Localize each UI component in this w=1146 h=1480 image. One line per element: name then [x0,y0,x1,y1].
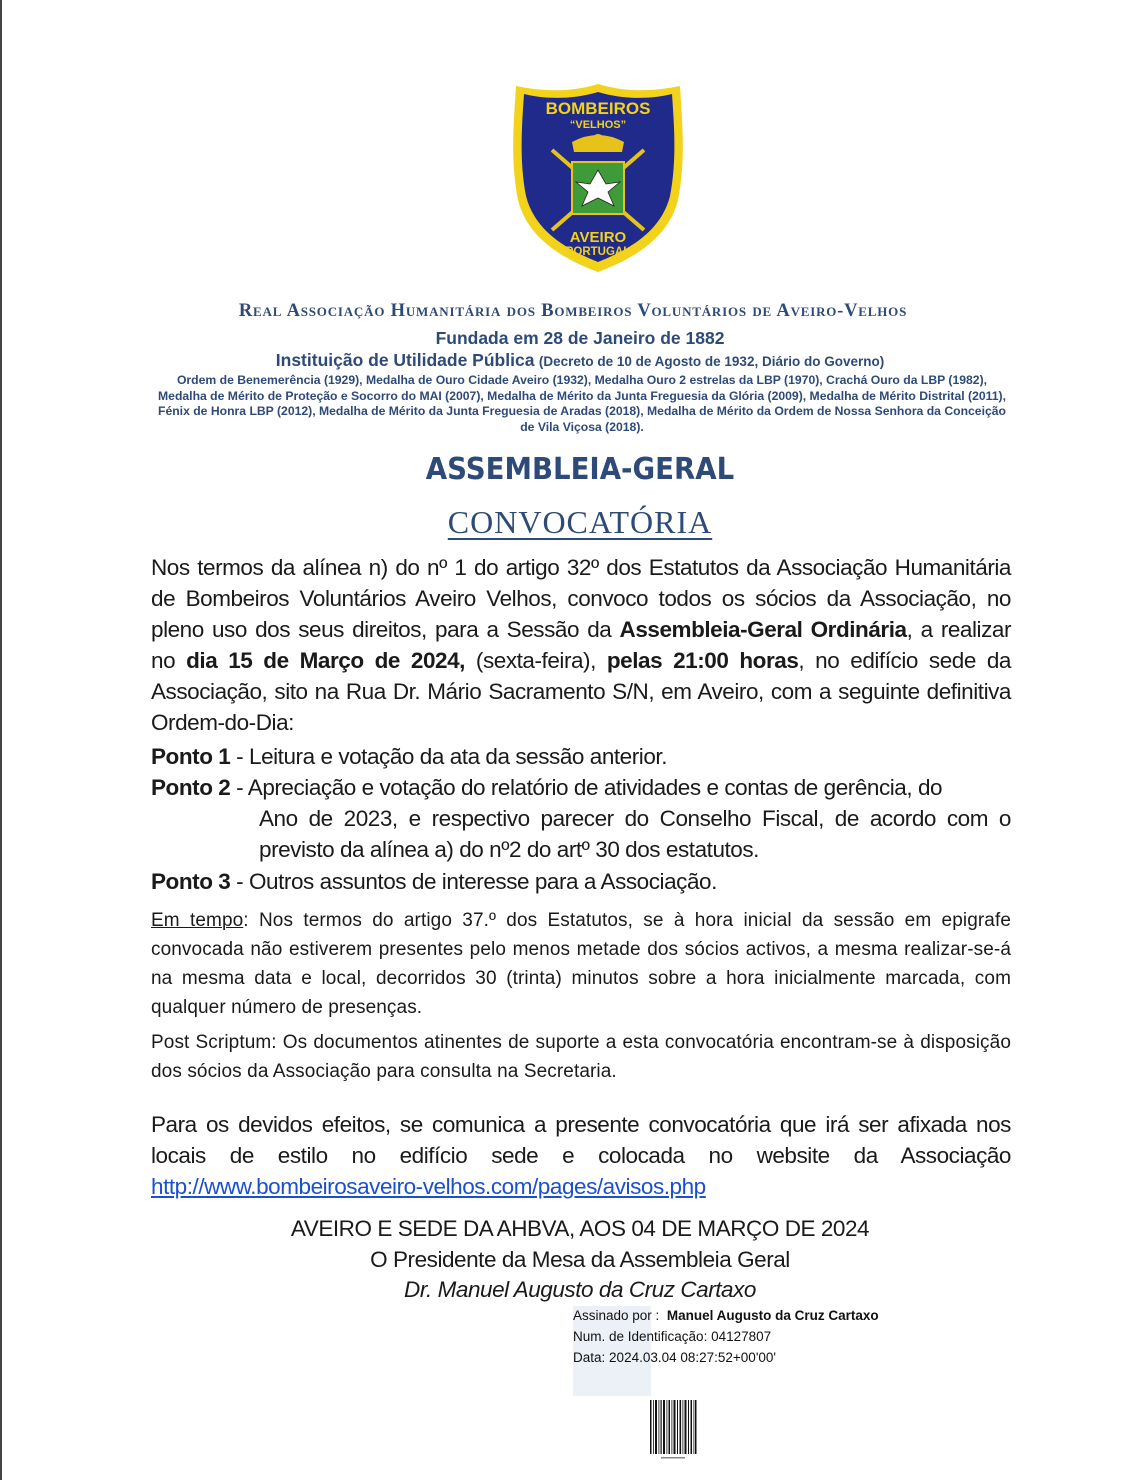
location-text: , no edifício sede da Associação, sito na Rua Dr. Mário Sacramento S/N, em Aveiro, com a seguinte definitiva Ordem-do-Dia: [151,648,1011,735]
logo-country-text: PORTUGAL [565,246,631,258]
signed-by-value: Manuel Augusto da Cruz Cartaxo [666,1308,879,1323]
agenda-label: Ponto 1 [151,744,231,769]
agenda-item-3 [151,866,1011,897]
barcode-image [649,1398,697,1462]
signatory-name: Dr. Manuel Augusto da Cruz Cartaxo [404,1277,756,1302]
connector-2: (sexta-feira), [464,648,607,673]
logo-top-text: BOMBEIROS [545,99,651,118]
subtitle-text: CONVOCATÓRIA [447,504,713,540]
em-tempo-label: Em tempo [151,910,244,931]
place-date-line: AVEIRO E SEDE DA AHBVA, AOS 04 DE MARÇO DE 2024 [290,1216,870,1241]
organization-name: Real Associação Humanitária dos Bombeiros Voluntários de Aveiro-Velhos [238,301,908,321]
signatory-role: O Presidente da Mesa da Assembleia Geral [370,1247,790,1272]
website-link[interactable]: http://www.bombeirosaveiro-velhos.com/pages/avisos.php [151,1174,706,1199]
fire-brigade-logo [510,80,686,276]
signed-by-label: Assinado por : [573,1308,660,1323]
agenda-text: - Outros assuntos de interesse para a Associação. [230,869,717,894]
em-tempo-note [151,906,1011,1022]
publication-paragraph [151,1109,1011,1202]
agenda-item-2-continuation: Ano de 2023, e respectivo parecer do Conselho Fiscal, de acordo com o previsto da alínea a) do nº2 do artº 30 dos estatutos. [259,806,1011,862]
connector-1: , a realizar no [151,617,1011,673]
agenda-item-1 [151,741,1011,772]
honors-list: Ordem de Benemerência (1929), Medalha de Ouro Cidade Aveiro (1932), Medalha Ouro 2 estrelas da LBP (1970), Crachá Ouro da LBP (1982), Medalha de Mérito de Proteção e Socorro do MAI (2007), Medalha de Mérito da Junta Freguesia da Glória (2009), Medalha de Mérito Distrital (2011), Fénix de Honra LBP (2012), Medalha de Mérito da Junta Freguesia de Aradas (2018), Medalha de Mérito da Ordem de Nossa Senhora da Conceição de Vila Viçosa (2018). [158,373,1006,434]
document-subtitle [0,504,1146,541]
public-utility-line [0,350,1146,371]
agenda-label: Ponto 3 [151,869,231,894]
agenda-text: - Apreciação e votação do relatório de atividades e contas de gerência, do [230,775,943,800]
document-title: ASSEMBLEIA-GERAL [425,452,735,487]
signed-by-line [573,1305,913,1326]
date-line [573,1347,913,1368]
logo-sub-text: “VELHOS” [569,119,627,131]
publication-text: Para os devidos efeitos, se comunica a presente convocatória que irá ser afixada nos locais de estilo no edifício sede e colocada no website da Associação [151,1112,1011,1168]
utility-main: Instituição de Utilidade Pública [275,350,535,370]
agenda-label: Ponto 2 [151,775,231,800]
em-tempo-text: : Nos termos do artigo 37.º dos Estatutos, se à hora inicial da sessão em epigrafe convocada não estiverem presentes pelo menos metade dos sócios activos, a mesma realizar-se-á na mesma data e local, decorridos 30 (trinta) minutos sobre a hora inicialmente marcada, com qualquer número de presenças. [151,910,1011,1018]
digital-signature-block [573,1305,913,1368]
id-line [573,1326,913,1347]
agenda-text: - Leitura e votação da ata da sessão anterior. [230,744,667,769]
intro-text: Nos termos da alínea n) do nº 1 do artigo 32º dos Estatutos da Associação Humanitária de Bombeiros Voluntários Aveiro Velhos, convoco todos os sócios da Associação, no pleno uso dos seus direitos, para a Sessão da [151,555,1011,642]
post-scriptum: Post Scriptum: Os documentos atinentes de suporte a esta convocatória encontram-se à disposição dos sócios da Associação para consulta na Secretaria. [151,1032,1011,1082]
id-value: 04127807 [711,1329,772,1344]
date-value: 2024.03.04 08:27:52+00'00' [609,1350,776,1365]
founding-date: Fundada em 28 de Janeiro de 1882 [435,328,725,348]
meeting-date: dia 15 de Março de 2024, [186,648,465,673]
agenda-item-2 [151,772,1011,803]
convocation-paragraph [151,552,1011,738]
date-label: Data: [573,1350,606,1365]
logo-city-text: AVEIRO [569,229,627,246]
meeting-time: pelas 21:00 horas [606,648,799,673]
id-label: Num. de Identificação: [573,1329,708,1344]
utility-detail: (Decreto de 10 de Agosto de 1932, Diário do Governo) [538,354,885,369]
session-type: Assembleia-Geral Ordinária [619,617,907,642]
